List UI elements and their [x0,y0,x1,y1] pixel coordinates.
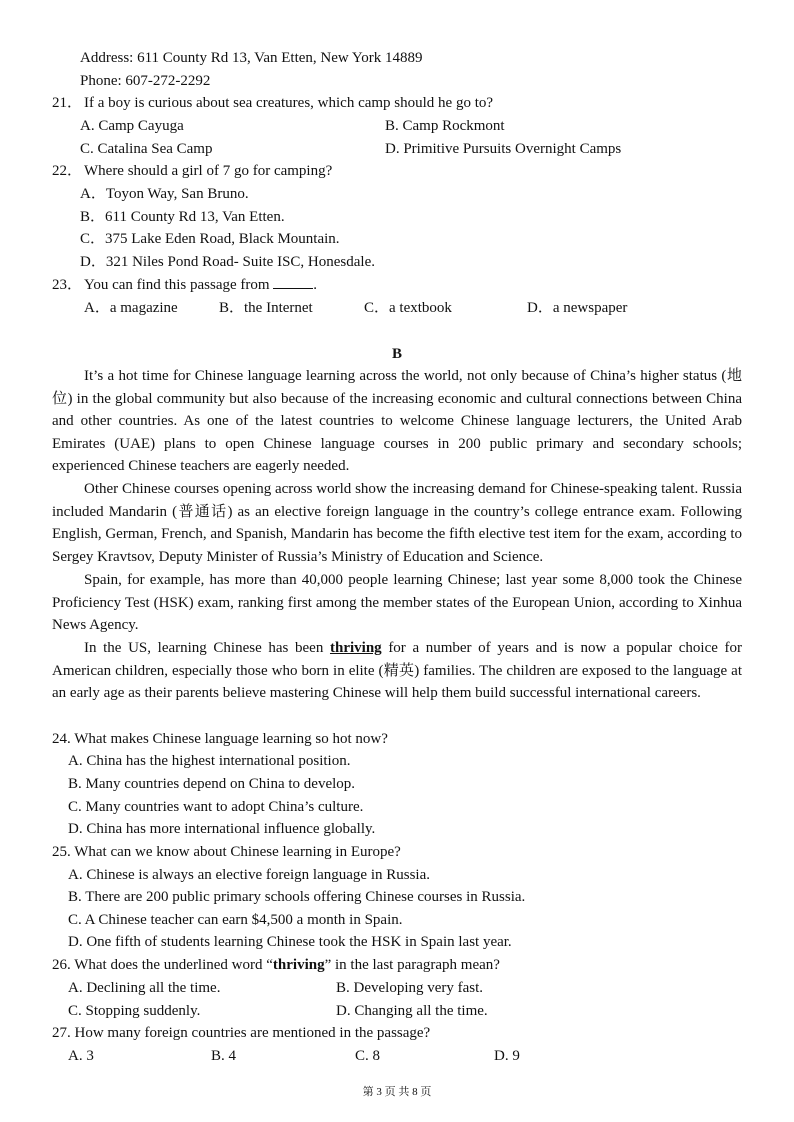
q27-option-c: C. 8 [355,1048,381,1064]
q26-option-c: C. Stopping suddenly. [68,1003,201,1019]
question-22 [52,160,332,182]
question-stem: You can find this passage from [84,277,270,293]
q24-option-b: B. Many countries depend on China to develop. [68,776,356,792]
question-23: 23． You can find this passage from . [52,274,317,296]
q25-option-a: A. Chinese is always an elective foreign language in Russia. [68,867,430,883]
q21-option-d: D. Primitive Pursuits Overnight Camps [385,141,622,157]
q23-option-b: B．the Internet [219,300,313,316]
q21-option-a: A. Camp Cayuga [80,118,184,134]
q23-option-c: C．a textbook [364,300,452,316]
section-title: B [391,346,402,362]
passage-paragraph-3: Spain, for example, has more than 40,000 people learning Chinese; last year some 8,000 took the Chinese Proficiency Test (HSK) exam, ranking first among the member states of the European Union, according to Xinhua News Agency. [52,572,742,634]
question-number: 21． [52,95,83,111]
page-number: 第 3 页 共 8 页 [362,1086,432,1098]
q27-option-d: D. 9 [494,1048,520,1064]
question-number: 22． [52,163,83,179]
q23-option-a: A．a magazine [84,300,178,316]
q24-option-a: A. China has the highest international position. [68,753,351,769]
q26-option-b: B. Developing very fast. [336,980,484,996]
question-21 [52,92,493,114]
q25-option-b: B. There are 200 public primary schools offering Chinese courses in Russia. [68,889,526,905]
q22-option-d: D．321 Niles Pond Road- Suite ISC, Honesdale. [80,254,375,270]
answer-blank [273,274,313,289]
passage-paragraph-2: Other Chinese courses opening across world show the increasing demand for Chinese-speaking talent. Russia included Mandarin (普通话) as an elective foreign language in the country’s college entrance exam. Following English, German, French, and Spanish, Mandarin has become the fifth elective test item for the exam, according to Sergey Kravtsov, Deputy Minister of Russia’s Ministry of Education and Science. [52,481,742,565]
q26-option-d: D. Changing all the time. [336,1003,488,1019]
passage-paragraph-1: It’s a hot time for Chinese language learning across the world, not only because of China’s higher status (地位) in the global community but also because of the increasing economic and cultural connections between China and other countries. As one of the latest countries to welcome Chinese language lecturers, the United Arab Emirates (UAE) plans to open Chinese language courses in 200 public primary and secondary schools; experienced Chinese teachers are eagerly needed. [52,368,742,475]
question-26: 26. What does the underlined word “thriving” in the last paragraph mean? [52,957,500,973]
underlined-word: thriving [329,640,382,656]
q21-option-c: C. Catalina Sea Camp [80,141,213,157]
question-24: 24. What makes Chinese language learning so hot now? [52,731,388,747]
q22-option-b: B．611 County Rd 13, Van Etten. [80,209,285,225]
question-stem: If a boy is curious about sea creatures, which camp should he go to? [84,95,494,111]
q26-option-a: A. Declining all the time. [68,980,221,996]
q27-option-a: A. 3 [68,1048,94,1064]
camp-phone: Phone: 607-272-2292 [80,73,211,89]
highlighted-word: thriving [272,957,325,973]
camp-address: Address: 611 County Rd 13, Van Etten, New York 14889 [80,50,423,66]
q27-option-b: B. 4 [211,1048,237,1064]
q23-option-d: D．a newspaper [527,300,628,316]
question-stem: Where should a girl of 7 go for camping? [84,163,333,179]
question-27: 27. How many foreign countries are mentioned in the passage? [52,1025,431,1041]
q25-option-d: D. One fifth of students learning Chinese took the HSK in Spain last year. [68,934,512,950]
question-25: 25. What can we know about Chinese learning in Europe? [52,844,401,860]
q25-option-c: C. A Chinese teacher can earn $4,500 a month in Spain. [68,912,403,928]
q21-option-b: B. Camp Rockmont [385,118,505,134]
q22-option-a: A．Toyon Way, San Bruno. [80,186,249,202]
passage-paragraph-4: In the US, learning Chinese has been thriving for a number of years and is now a popular choice for American children, especially those who born in elite (精英) families. The children are exposed to the language at an early age as their parents believe mastering Chinese will help them build successful international careers. [52,640,743,702]
q22-option-c: C．375 Lake Eden Road, Black Mountain. [80,231,340,247]
question-number: 23． [52,277,83,293]
q24-option-d: D. China has more international influence globally. [68,821,376,837]
q24-option-c: C. Many countries want to adopt China’s culture. [68,799,364,815]
